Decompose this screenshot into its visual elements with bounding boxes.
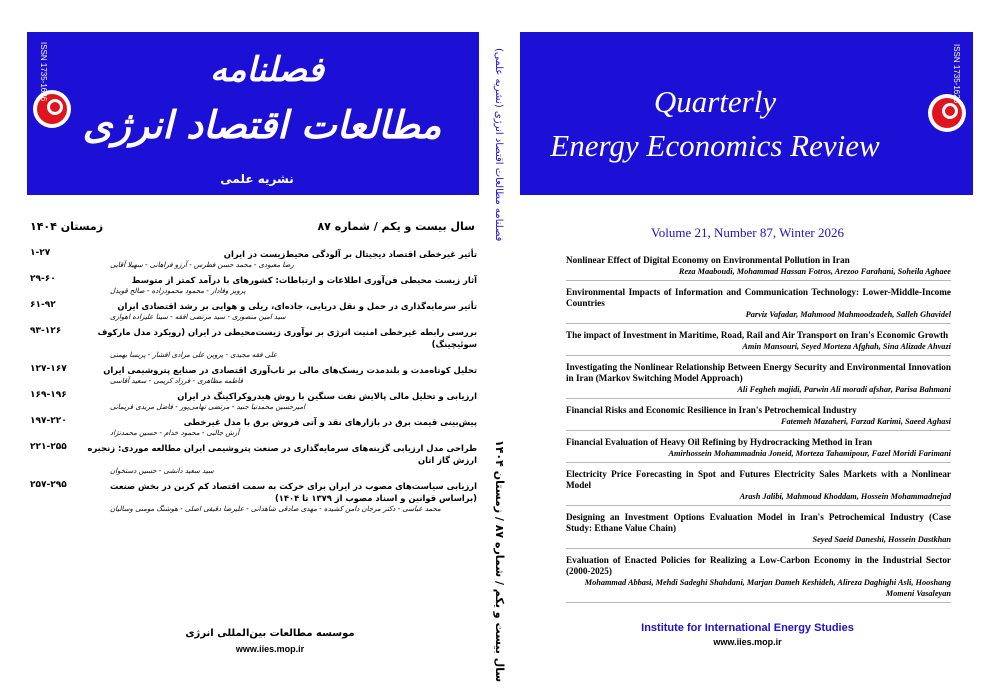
article-authors: سید سعید دانشی - حسین دستخوان bbox=[110, 467, 214, 475]
persian-cover-banner bbox=[27, 32, 479, 195]
journal-title-line2: Energy Economics Review bbox=[550, 128, 880, 163]
article-title: Financial Evaluation of Heavy Oil Refining by Hydrocracking Method in Iran bbox=[566, 437, 873, 447]
article-item[interactable] bbox=[30, 480, 477, 518]
issue-season: زمستان ۱۴۰۴ bbox=[30, 220, 104, 233]
article-title: Financial Risks and Economic Resilience in Iran's Petrochemical Industry bbox=[566, 405, 857, 415]
article-authors: Parviz Vafadar, Mahmood Mahmoodzadeh, Salleh Ghavidel bbox=[745, 310, 951, 319]
article-item[interactable] bbox=[566, 362, 951, 399]
article-item[interactable] bbox=[30, 248, 477, 274]
article-authors: رضا معبودی - محمد حسن فطرس - آرزو فراهانی - سهیلا آقایی bbox=[110, 261, 294, 269]
article-item[interactable] bbox=[30, 300, 477, 326]
spine-journal-title: فصلنامه مطالعات اقتصاد انرژی (نشریه علمی) bbox=[493, 48, 504, 242]
article-title: The impact of Investment in Maritime, Road, Rail and Air Transport on Iran's Economic Growth bbox=[566, 330, 949, 340]
article-item[interactable] bbox=[566, 287, 951, 324]
article-title: Evaluation of Enacted Policies for Realizing a Low-Carbon Economy in the Industrial Sector (2000-2025) bbox=[566, 555, 951, 576]
article-authors: فاطمه مظاهری - فرزاد کریمی - سعید آقاسی bbox=[110, 377, 243, 385]
article-item[interactable] bbox=[30, 390, 477, 416]
article-title: پیش‌بینی قیمت برق در بازارهای نقد و آتی فروش برق با مدل غیرخطی bbox=[183, 417, 477, 427]
journal-subtitle: نشریه علمی bbox=[220, 172, 294, 186]
article-title: Investigating the Nonlinear Relationship Between Energy Security and Environmental Innovation in Iran (Markov Switching Model Approach) bbox=[566, 362, 951, 383]
article-title: تحلیل کوتاه‌مدت و بلندمدت ریسک‌های مالی بر تاب‌آوری اقتصادی در صنایع پتروشیمی ایران bbox=[103, 365, 477, 375]
website-link[interactable]: www.iies.mop.ir bbox=[713, 637, 782, 647]
article-pages: ۶۱-۹۲ bbox=[30, 300, 56, 310]
article-authors: پرویز وفادار - محمود محمودزاده - صالح قویدل bbox=[110, 287, 246, 295]
article-title: Nonlinear Effect of Digital Economy on Environmental Pollution in Iran bbox=[566, 255, 850, 265]
article-item[interactable] bbox=[566, 512, 951, 549]
article-authors: سید امین منصوری - سید مرتضی افقه - سینا علیزاده اهوازی bbox=[110, 313, 286, 321]
institute-name: Institute for International Energy Studies bbox=[641, 622, 854, 634]
volume-line: Volume 21, Number 87, Winter 2026 bbox=[651, 225, 844, 240]
article-title: طراحی مدل ارزیابی گزینه‌های سرمایه‌گذاری در صنعت پتروشیمی ایران مطالعه موردی: زنجیره ارزش گاز اتان bbox=[87, 443, 477, 465]
issn-label: ISSN 1735-1626 bbox=[39, 42, 48, 102]
persian-table-of-contents bbox=[30, 248, 477, 518]
article-title: تأثیر سرمایه‌گذاری در حمل و نقل دریایی، جاده‌ای، ریلی و هوایی بر رشد اقتصادی ایران bbox=[117, 301, 477, 311]
article-authors: Amirhossein Mohammadnia Joneid, Morteza Tahamipour, Fazel Moridi Farimani bbox=[668, 449, 951, 458]
article-title: بررسی رابطه غیرخطی امنیت انرژی بر نوآوری زیست‌محیطی در ایران (رویکرد مدل مارکوف سوئیچینگ) bbox=[97, 327, 477, 349]
article-authors: آرش جالبی - محمود خدام - حسین محمدنژاد bbox=[110, 429, 240, 437]
article-item[interactable] bbox=[30, 442, 477, 480]
issue-info bbox=[30, 220, 475, 238]
article-item[interactable] bbox=[566, 437, 951, 463]
article-pages: ۱۲۷-۱۶۷ bbox=[30, 364, 67, 374]
article-item[interactable] bbox=[30, 274, 477, 300]
article-authors: Reza Maaboudi, Mohammad Hassan Fotros, Arezoo Farahani, Soheila Aghaee bbox=[678, 267, 951, 276]
article-item[interactable] bbox=[566, 330, 951, 356]
english-table-of-contents bbox=[566, 255, 951, 609]
article-item[interactable] bbox=[566, 469, 951, 506]
article-item[interactable] bbox=[566, 405, 951, 431]
article-title: Electricity Price Forecasting in Spot and Futures Electricity Sales Markets with a Nonlinear Model bbox=[566, 469, 951, 490]
article-authors: Arash Jalibi, Mahmoud Khoddam, Hossein Mohammadnejad bbox=[739, 492, 951, 501]
article-item[interactable] bbox=[30, 326, 477, 364]
english-cover-banner bbox=[520, 32, 973, 195]
journal-title-line1: فصلنامه bbox=[209, 50, 325, 90]
article-authors: Ali Fegheh majidi, Parwin Ali moradi afshar, Parisa Bahmani bbox=[737, 385, 951, 394]
institute-name: موسسه مطالعات بین‌المللی انرژی bbox=[185, 628, 355, 639]
article-item[interactable] bbox=[30, 364, 477, 390]
journal-title-line1: Quarterly bbox=[653, 84, 777, 119]
website-link[interactable]: www.iies.mop.ir bbox=[235, 644, 305, 654]
article-pages: ۲۵۷-۲۹۵ bbox=[30, 480, 67, 490]
article-title: Environmental Impacts of Information and Communication Technology: Lower-Middle-Income Countries bbox=[566, 287, 951, 308]
article-item[interactable] bbox=[566, 255, 951, 281]
article-pages: ۱-۲۷ bbox=[30, 248, 51, 258]
volume-number: سال بیست و یکم / شماره ۸۷ bbox=[317, 220, 475, 233]
journal-title-line2: مطالعات اقتصاد انرژی bbox=[82, 102, 442, 147]
article-authors: Mohammad Abbasi, Mehdi Sadeghi Shahdani, Marjan Dameh Keshideh, Alireza Daghighi Asli, Hooshang Momeni Vasaleyan bbox=[584, 578, 951, 598]
article-title: آثار زیست محیطی فن‌آوری اطلاعات و ارتباطات: کشورهای با درآمد کمتر از متوسط bbox=[131, 275, 477, 285]
article-authors: Amin Mansouri, Seyed Morteza Afghah, Sina Alizade Ahvazi bbox=[742, 342, 951, 351]
issn-label: ISSN 1735-1626 bbox=[952, 44, 961, 104]
article-pages: ۲۲۱-۲۵۵ bbox=[30, 442, 67, 452]
spine-issue-label: سال بیست و یکم / شماره ۸۷ / زمستان ۱۴۰۴ bbox=[493, 440, 506, 683]
article-pages: ۱۶۹-۱۹۶ bbox=[30, 390, 67, 400]
article-authors: Seyed Saeid Daneshi, Hossein Dastkhan bbox=[812, 535, 951, 544]
article-authors: علی فقه مجیدی - پروین علی مرادی افشار - پریسا بهمنی bbox=[110, 351, 278, 359]
article-authors: امیرحسین محمدنیا جنید - مرتضی تهامی‌پور - فاضل مریدی فریمانی bbox=[110, 403, 306, 411]
article-title: تأثیر غیرخطی اقتصاد دیجیتال بر آلودگی محیط‌زیست در ایران bbox=[223, 249, 477, 259]
article-authors: Fatemeh Mazaheri, Farzad Karimi, Saeed Aghasi bbox=[780, 417, 951, 426]
article-title: ارزیابی و تحلیل مالی پالایش نفت سنگین با روش هیدروکراکینگ در ایران bbox=[177, 391, 477, 401]
article-title: ارزیابی سیاست‌های مصوب در ایران برای حرکت به سمت اقتصاد کم کربن در بخش صنعت (براساس قوانین و اسناد مصوب از ۱۳۷۹ تا ۱۴۰۴) bbox=[110, 481, 477, 503]
article-pages: ۹۳-۱۲۶ bbox=[30, 326, 62, 336]
article-pages: ۲۹-۶۰ bbox=[30, 274, 56, 284]
article-title: Designing an Investment Options Evaluation Model in Iran's Petrochemical Industry (Case Study: Ethane Value Chain) bbox=[566, 512, 951, 533]
article-item[interactable] bbox=[566, 555, 951, 603]
article-item[interactable] bbox=[30, 416, 477, 442]
article-pages: ۱۹۷-۲۲۰ bbox=[30, 416, 67, 426]
article-authors: محمد عباسی - دکتر مرجان دامن کشیده - مهدی صادقی شاهدانی - علیرضا دقیقی اصلی - هوشنگ مومنی وسالیان bbox=[110, 505, 441, 513]
